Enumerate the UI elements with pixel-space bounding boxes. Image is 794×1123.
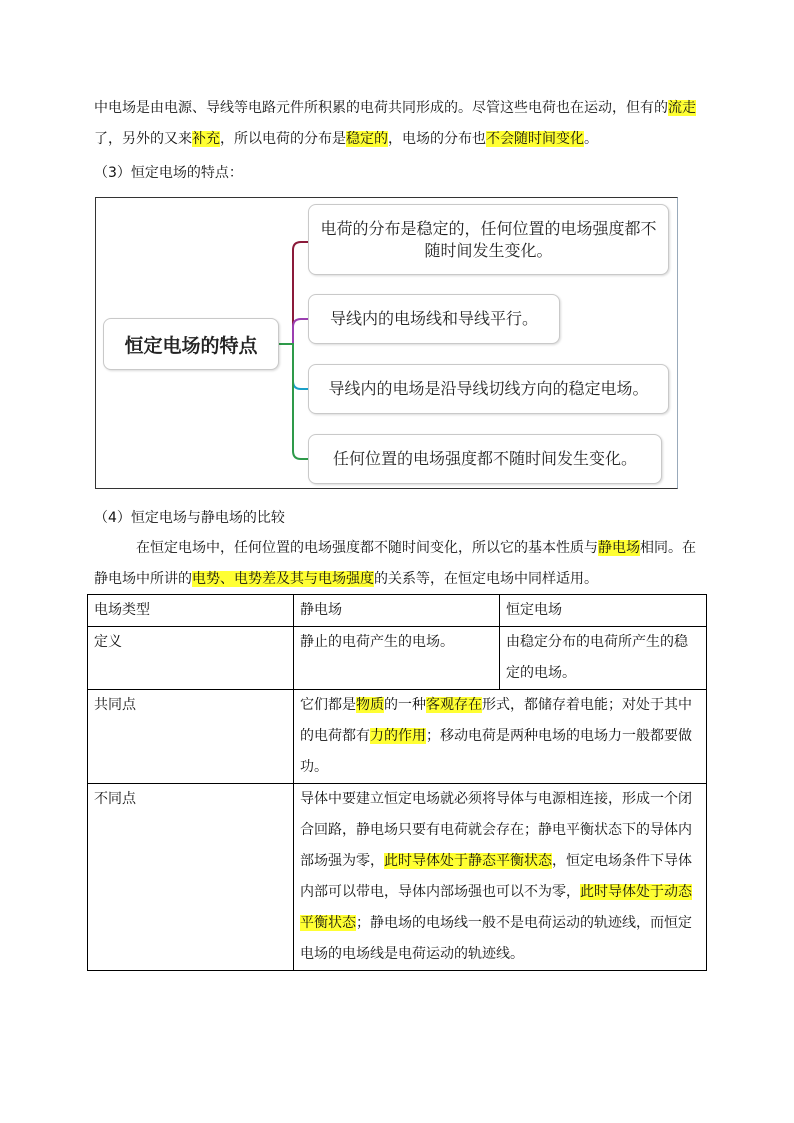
- table-cell: [294, 784, 707, 971]
- row-label: 定义: [88, 627, 294, 690]
- text-segment: 它们都是: [300, 697, 356, 713]
- intro-paragraph: [94, 93, 706, 155]
- row-label: 共同点: [88, 690, 294, 784]
- highlight-text: 不会随时间变化: [486, 131, 584, 147]
- text-segment: 的关系等，在恒定电场中同样适用。: [374, 571, 598, 587]
- text-segment: ；静电场的电场线一般不是电荷运动的轨迹线，而恒定电场的电场线是电荷运动的轨迹线。: [300, 915, 692, 962]
- table-row: [88, 690, 707, 784]
- row-label: 不同点: [88, 784, 294, 971]
- table-header-cell: 静电场: [294, 595, 500, 627]
- mindmap-root: 恒定电场的特点: [103, 318, 279, 370]
- section-heading-3: （3）恒定电场的特点：: [94, 165, 243, 181]
- table-row: [88, 784, 707, 971]
- mindmap-node: 电荷的分布是稳定的，任何位置的电场强度都不随时间发生变化。: [308, 204, 669, 275]
- text-segment: 相同。在静电场中所讲的: [94, 540, 696, 587]
- highlight-text: 补充: [192, 131, 220, 147]
- highlight-text: 流走: [668, 100, 696, 116]
- table-row: [88, 627, 707, 690]
- text-segment: 形式，都储存着电能；对处于其中的电荷都有: [300, 697, 692, 744]
- highlight-text: 稳定的: [346, 131, 388, 147]
- text-segment: ，所以电荷的分布是: [220, 131, 346, 147]
- text-segment: 中电场是由电源、导线等电路元件所积累的电荷共同形成的。尽管这些电荷也在运动，但有的: [94, 100, 668, 116]
- text-segment: 了，另外的又来: [94, 131, 192, 147]
- highlight-text: 此时导体处于静态平衡状态: [384, 853, 552, 869]
- text-segment: 的一种: [384, 697, 426, 713]
- highlight-text: 客观存在: [426, 697, 482, 713]
- mindmap-node: 任何位置的电场强度都不随时间发生变化。: [308, 434, 662, 484]
- table-cell: 静止的电荷产生的电场。: [294, 627, 500, 690]
- highlight-text: 力的作用: [370, 728, 426, 744]
- mindmap-node: 导线内的电场线和导线平行。: [308, 294, 560, 344]
- section-heading-4: （4）恒定电场与静电场的比较: [94, 510, 285, 526]
- connector-line: [279, 344, 308, 459]
- text-segment: ，电场的分布也: [388, 131, 486, 147]
- highlight-text: 静电场: [598, 540, 640, 556]
- table-cell: 由稳定分布的电荷所产生的稳定的电场。: [500, 627, 707, 690]
- comparison-table: [87, 594, 707, 971]
- table-header-cell: 恒定电场: [500, 595, 707, 627]
- mindmap: [95, 197, 678, 489]
- table-cell: [294, 690, 707, 784]
- table-header-row: [88, 595, 707, 627]
- text-segment: 。: [584, 131, 598, 147]
- text-segment: ；移动电荷是两种电场的电场力一般都要做功。: [300, 728, 692, 775]
- comparison-paragraph: [94, 533, 706, 595]
- text-segment: ，恒定电场条件下导体内部可以带电，导体内部场强也可以不为零，: [300, 853, 692, 900]
- mindmap-node: 导线内的电场是沿导线切线方向的稳定电场。: [308, 364, 669, 414]
- highlight-text: 此时导体处于动态平衡状态: [300, 884, 692, 931]
- text-segment: 在恒定电场中，任何位置的电场强度都不随时间变化，所以它的基本性质与: [136, 540, 598, 556]
- table-header-cell: 电场类型: [88, 595, 294, 627]
- highlight-text: 物质: [356, 697, 384, 713]
- connector-line: [279, 319, 308, 344]
- text-segment: 导体中要建立恒定电场就必须将导体与电源相连接，形成一个闭合回路，静电场只要有电荷就会存在；静电平衡状态下的导体内部场强为零，: [300, 791, 692, 869]
- highlight-text: 电势、电势差及其与电场强度: [192, 571, 374, 587]
